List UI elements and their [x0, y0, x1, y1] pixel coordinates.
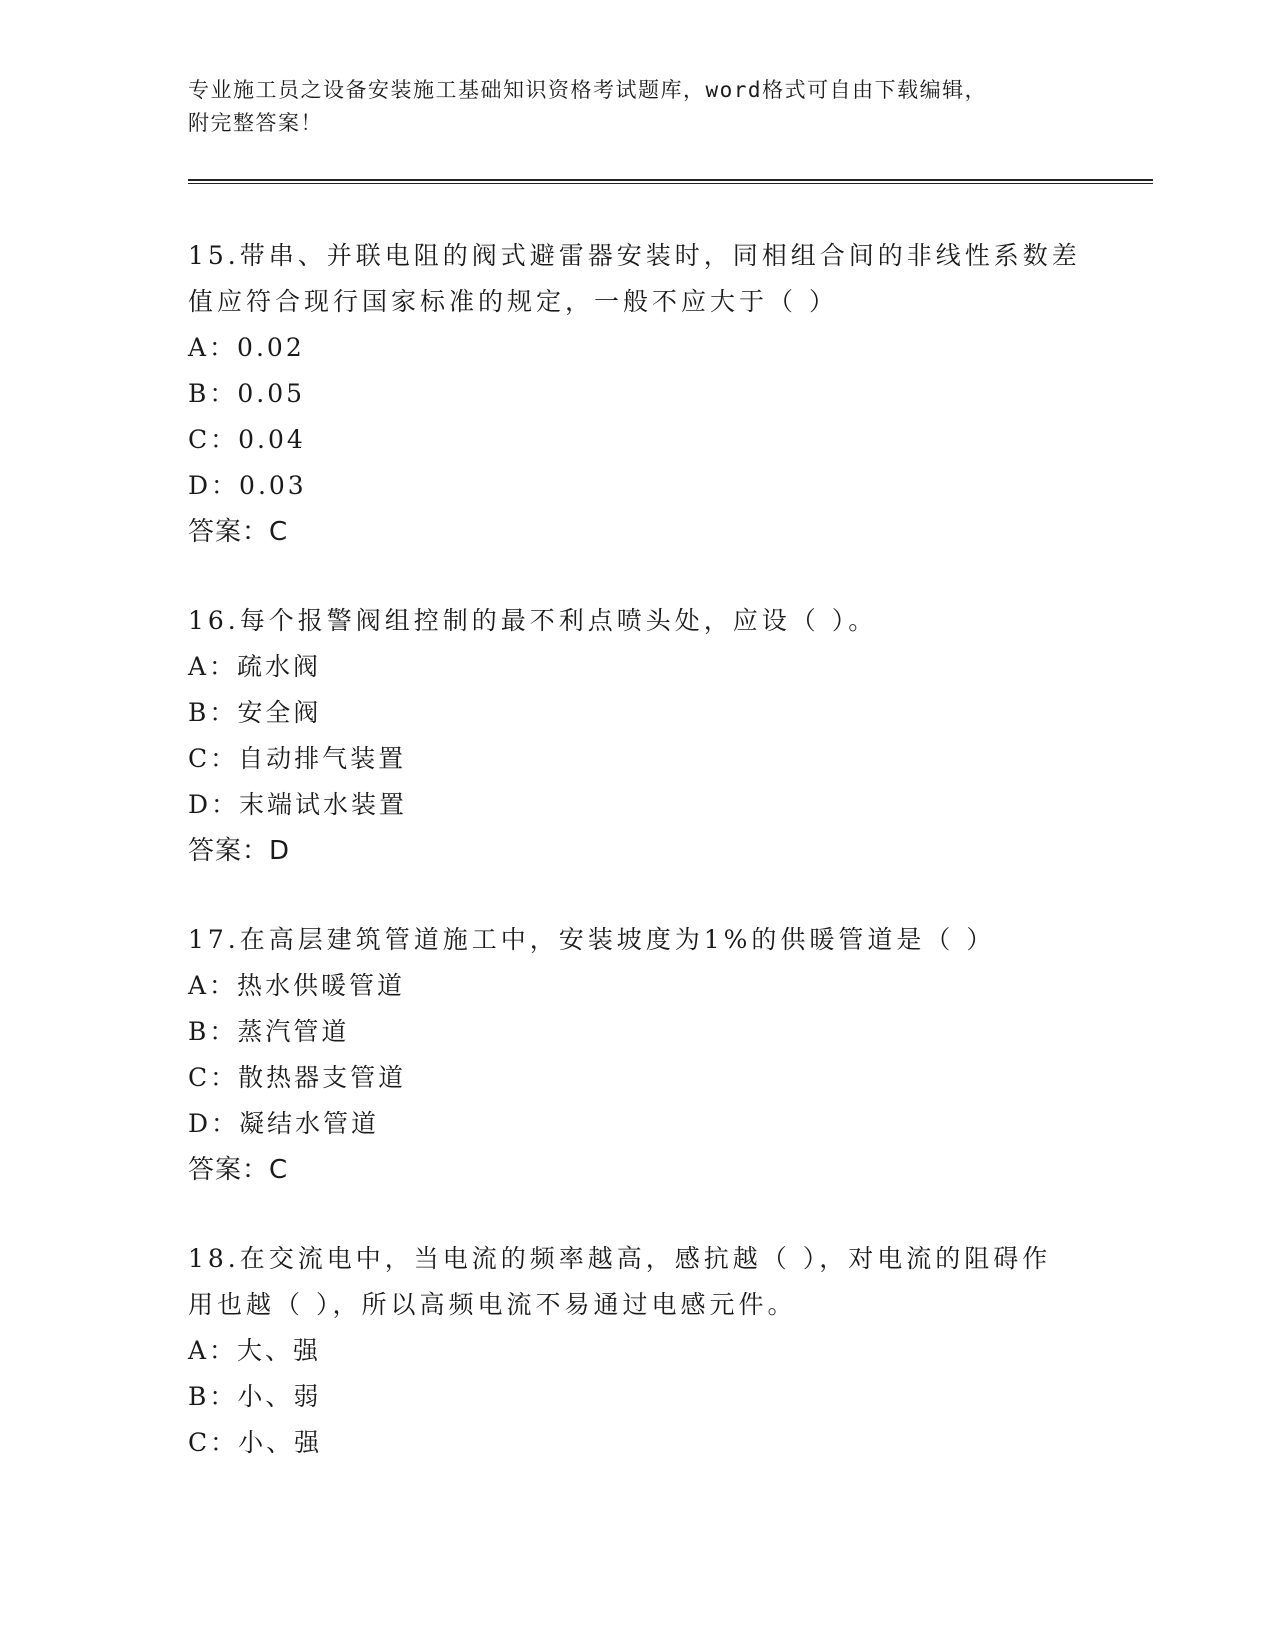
answer: 答案：D	[188, 836, 291, 866]
option-a: A：疏水阀	[188, 652, 322, 681]
answer: 答案：C	[188, 517, 289, 547]
option-b: B：0.05	[188, 379, 306, 408]
header-divider-thin	[188, 183, 1153, 184]
header-line-1: 专业施工员之设备安装施工基础知识资格考试题库，word格式可自由下载编辑，	[188, 78, 988, 102]
question-18	[188, 1236, 1088, 1466]
answer: 答案：C	[188, 1155, 289, 1185]
option-a: A：0.02	[188, 333, 305, 362]
option-c: C：散热器支管道	[188, 1063, 407, 1092]
question-list	[188, 233, 1088, 1509]
question-15	[188, 233, 1088, 555]
option-c: C：自动排气装置	[188, 744, 407, 773]
question-17	[188, 917, 1088, 1193]
header-line-2: 附完整答案！	[188, 111, 323, 135]
option-a: A：热水供暖管道	[188, 971, 406, 1000]
question-stem: 15.带串、并联电阻的阀式避雷器安装时，同相组合间的非线性系数差	[188, 241, 1081, 270]
option-c: C：小、强	[188, 1428, 323, 1457]
option-b: B：小、弱	[188, 1382, 322, 1411]
question-stem-continued: 值应符合现行国家标准的规定，一般不应大于（ ）	[188, 287, 838, 316]
option-b: B：蒸汽管道	[188, 1017, 350, 1046]
question-stem-continued: 用也越（ ），所以高频电流不易通过电感元件。	[188, 1290, 797, 1319]
header-divider-thick	[188, 179, 1153, 181]
question-stem: 18.在交流电中，当电流的频率越高，感抗越（ ），对电流的阻碍作	[188, 1244, 1052, 1273]
option-c: C：0.04	[188, 425, 306, 454]
option-a: A：大、强	[188, 1336, 322, 1365]
question-16	[188, 598, 1088, 874]
option-d: D：凝结水管道	[188, 1109, 380, 1138]
question-stem: 16.每个报警阀组控制的最不利点喷头处，应设（ ）。	[188, 606, 878, 635]
option-d: D：0.03	[188, 471, 307, 500]
option-b: B：安全阀	[188, 698, 322, 727]
option-d: D：末端试水装置	[188, 790, 408, 819]
question-stem: 17.在高层建筑管道施工中，安装坡度为1%的供暖管道是（ ）	[188, 925, 996, 954]
document-header	[188, 74, 1088, 140]
